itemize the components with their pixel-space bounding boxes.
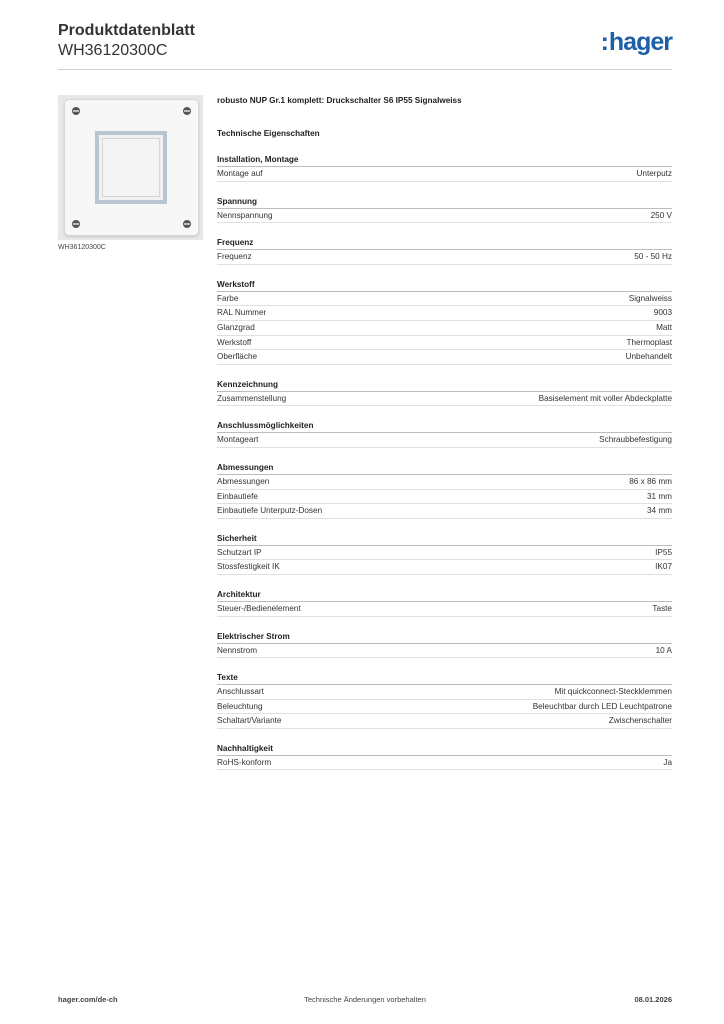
screw-icon bbox=[183, 107, 191, 115]
spec-group-title: Texte bbox=[217, 672, 672, 685]
spec-group-title: Frequenz bbox=[217, 237, 672, 250]
footer-notice: Technische Änderungen vorbehalten bbox=[304, 995, 426, 1004]
spec-label: Farbe bbox=[217, 293, 239, 303]
spec-row bbox=[217, 209, 672, 224]
spec-row bbox=[217, 475, 672, 490]
product-name: robusto NUP Gr.1 komplett: Druckschalter S6 IP55 Signalweiss bbox=[217, 96, 462, 105]
push-button-rocker bbox=[95, 131, 167, 204]
spec-value: 31 mm bbox=[646, 491, 672, 501]
spec-row bbox=[217, 546, 672, 561]
spec-row bbox=[217, 350, 672, 365]
document-title: Produktdatenblatt bbox=[58, 22, 195, 39]
spec-value: Schraubbefestigung bbox=[599, 435, 672, 445]
spec-group-title: Spannung bbox=[217, 196, 672, 209]
product-image bbox=[58, 95, 203, 240]
spec-label: Schutzart IP bbox=[217, 547, 262, 557]
spec-label: Glanzgrad bbox=[217, 322, 255, 332]
spec-group-title: Anschlussmöglichkeiten bbox=[217, 420, 672, 433]
spec-row bbox=[217, 685, 672, 700]
spec-row bbox=[217, 167, 672, 182]
spec-label: Nennstrom bbox=[217, 645, 258, 655]
spec-value: Thermoplast bbox=[626, 337, 672, 347]
spec-group bbox=[217, 462, 672, 519]
spec-label: Nennspannung bbox=[217, 210, 273, 220]
spec-value: 34 mm bbox=[646, 506, 672, 516]
spec-group-title: Architektur bbox=[217, 589, 672, 602]
spec-group bbox=[217, 589, 672, 617]
spec-value: Matt bbox=[656, 322, 672, 332]
spec-value: 10 A bbox=[655, 645, 672, 655]
spec-value: Unbehandelt bbox=[625, 352, 672, 362]
spec-group-title: Werkstoff bbox=[217, 279, 672, 292]
logo-dots: : bbox=[600, 28, 608, 56]
spec-label: Frequenz bbox=[217, 252, 252, 262]
spec-label: Zusammenstellung bbox=[217, 393, 287, 403]
spec-group bbox=[217, 154, 672, 182]
spec-value: Beleuchtbar durch LED Leuchtpatrone bbox=[532, 701, 672, 711]
spec-value: Taste bbox=[652, 603, 672, 613]
spec-value: 86 x 86 mm bbox=[629, 476, 672, 486]
spec-group bbox=[217, 379, 672, 407]
spec-value: Basiselement mit voller Abdeckplatte bbox=[538, 393, 672, 403]
spec-row bbox=[217, 714, 672, 729]
footer-website[interactable]: hager.com/de-ch bbox=[58, 995, 118, 1004]
spec-value: 50 - 50 Hz bbox=[634, 252, 672, 262]
spec-row bbox=[217, 560, 672, 575]
spec-value: Mit quickconnect-Steckklemmen bbox=[554, 687, 672, 697]
spec-group-title: Installation, Montage bbox=[217, 154, 672, 167]
image-caption: WH36120300C bbox=[58, 244, 106, 251]
spec-label: Montageart bbox=[217, 435, 259, 445]
spec-label: Einbautiefe Unterputz-Dosen bbox=[217, 506, 323, 516]
spec-value: Unterputz bbox=[636, 169, 672, 178]
spec-row bbox=[217, 602, 672, 617]
spec-label: Oberfläche bbox=[217, 352, 258, 362]
spec-group-title: Elektrischer Strom bbox=[217, 631, 672, 644]
spec-label: Einbautiefe bbox=[217, 491, 258, 501]
spec-row bbox=[217, 392, 672, 407]
spec-group-title: Sicherheit bbox=[217, 533, 672, 546]
spec-group bbox=[217, 743, 672, 771]
spec-group bbox=[217, 279, 672, 365]
spec-group bbox=[217, 533, 672, 575]
spec-groups bbox=[217, 154, 672, 770]
spec-label: Steuer-/Bedienelement bbox=[217, 603, 301, 613]
spec-value: Zwischenschalter bbox=[608, 716, 672, 726]
spec-row bbox=[217, 250, 672, 265]
spec-group-title: Nachhaltigkeit bbox=[217, 743, 672, 756]
spec-group-title: Kennzeichnung bbox=[217, 379, 672, 392]
spec-value: IP55 bbox=[655, 547, 672, 557]
spec-row bbox=[217, 504, 672, 519]
spec-row bbox=[217, 433, 672, 448]
spec-row bbox=[217, 336, 672, 351]
spec-value: Signalweiss bbox=[628, 293, 672, 303]
spec-value: 9003 bbox=[653, 308, 672, 318]
spec-label: Anschlussart bbox=[217, 687, 264, 697]
spec-group bbox=[217, 420, 672, 448]
spec-value: Ja bbox=[663, 757, 672, 767]
spec-label: Werkstoff bbox=[217, 337, 252, 347]
spec-group bbox=[217, 631, 672, 659]
spec-label: Stossfestigkeit IK bbox=[217, 562, 280, 572]
spec-row bbox=[217, 490, 672, 505]
spec-row bbox=[217, 306, 672, 321]
footer-date: 08.01.2026 bbox=[634, 995, 672, 1004]
logo-text: hager bbox=[608, 28, 672, 56]
spec-group bbox=[217, 237, 672, 265]
screw-icon bbox=[72, 220, 80, 228]
switch-plate bbox=[64, 99, 199, 236]
spec-group-title: Abmessungen bbox=[217, 462, 672, 475]
spec-label: Beleuchtung bbox=[217, 701, 263, 711]
spec-content bbox=[217, 95, 672, 770]
hager-logo bbox=[601, 28, 672, 57]
spec-label: Abmessungen bbox=[217, 476, 270, 486]
spec-value: IK07 bbox=[655, 562, 672, 572]
screw-icon bbox=[72, 107, 80, 115]
spec-label: Montage auf bbox=[217, 169, 263, 178]
spec-row bbox=[217, 292, 672, 307]
spec-label: RoHS-konform bbox=[217, 757, 272, 767]
product-code: WH36120300C bbox=[58, 42, 168, 59]
screw-icon bbox=[183, 220, 191, 228]
spec-row bbox=[217, 756, 672, 771]
section-heading: Technische Eigenschaften bbox=[217, 129, 320, 138]
spec-group bbox=[217, 196, 672, 224]
spec-row bbox=[217, 321, 672, 336]
spec-row bbox=[217, 700, 672, 715]
spec-row bbox=[217, 644, 672, 659]
page-header bbox=[58, 22, 672, 70]
spec-value: 250 V bbox=[650, 210, 672, 220]
spec-label: RAL Nummer bbox=[217, 308, 267, 318]
spec-group bbox=[217, 672, 672, 729]
spec-label: Schaltart/Variante bbox=[217, 716, 282, 726]
